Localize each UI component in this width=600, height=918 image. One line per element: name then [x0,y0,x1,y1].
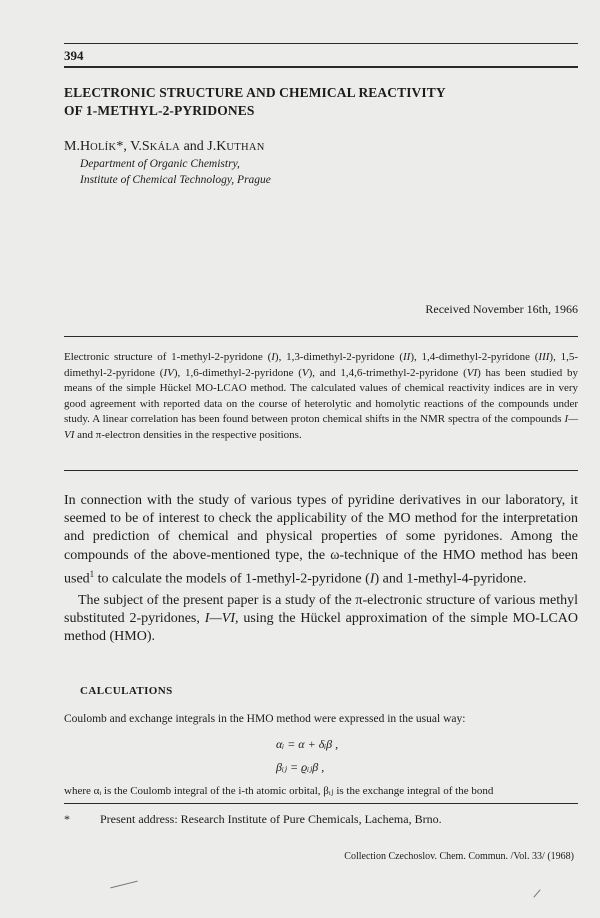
reference-superscript: 1 [89,568,95,579]
pencil-mark [533,889,540,897]
author-1-surname: OLÍK [90,142,117,153]
author-1-star: *, [116,139,131,154]
body-text-run: ) and 1-methyl-4-pyridone. [374,571,527,587]
body-text-run: to calculate the models of 1-methyl-2-pyridone ( [94,571,370,587]
abstract-text: ), 1,5-dimethyl-2-pyridone ( [64,351,579,379]
abstract-top-rule [64,336,578,337]
body-text-run: In connection with the study of various types of pyridine derivatives in our laboratory, it seemed to be of interest to check the applicability of the MO method for the interpretation and prediction of chemical and physical properties of some pyridones. Among the compounds of the above-mentioned type, the ω-technique of the HMO method has been used [64,493,578,587]
footnote [64,812,442,827]
affiliation [80,156,271,188]
abstract-text: ), and 1,4,6-trimethyl-2-pyridone ( [308,366,467,379]
author-3-surname: UTHAN [226,142,265,153]
compound-label: I—VI [64,413,578,441]
section-heading: CALCULATIONS [80,685,173,697]
body-text-run: The subject of the present paper is a study of the π-electronic structure of various methyl substituted 2-pyridones, [64,592,578,626]
abstract [64,350,578,443]
title-line-1: ELECTRONIC STRUCTURE AND CHEMICAL REACTIVITY [64,85,446,100]
compound-label: IV [163,366,174,379]
calculations-continuation: where αᵢ is the Coulomb integral of the i-th atomic orbital, βᵢⱼ is the exchange integral of the bond [64,785,494,797]
abstract-bottom-rule [64,470,578,471]
abstract-text: ), 1,4-dimethyl-2-pyridone ( [410,351,539,363]
author-3-initial: J.K [207,139,227,154]
calculations-intro: Coulomb and exchange integrals in the HMO method were expressed in the usual way: [64,713,466,725]
author-2-surname: KÁLA [149,142,181,153]
top-thin-rule [64,43,578,44]
abstract-text: and π-electron densities in the respective positions. [74,428,302,441]
journal-footer: Collection Czechoslov. Chem. Commun. /Vol. 33/ (1968) [344,851,574,862]
author-1-initial: M.H [64,139,91,154]
compound-label: III [538,351,550,363]
body-text [64,492,578,646]
compound-label: II [403,351,411,363]
abstract-text: ), 1,6-dimethyl-2-pyridone ( [173,366,302,379]
abstract-text: ) has been studied by means of the simple Hückel MO-LCAO method. The calculated values of chemical reactivity indices are in very good agreement with reported data on the course of heterolytic and homolytic reactions of the compounds under study. A linear correlation has been found between proton chemical shifts in the NMR spectra of the compounds [64,366,578,425]
paragraph-2 [64,592,578,647]
compound-label: I [271,351,275,363]
paragraph-1 [64,492,578,589]
abstract-text: ), 1,3-dimethyl-2-pyridone ( [274,351,403,363]
pencil-mark [110,881,137,889]
footnote-rule [64,803,578,804]
header-rule [64,66,578,68]
compound-label: I [369,571,375,587]
article-title [64,84,564,120]
received-date: Received November 16th, 1966 [425,302,578,316]
equation-coulomb: αᵢ = α + δᵢβ , [276,737,339,751]
affiliation-department: Department of Organic Chemistry, [80,158,240,170]
equation-exchange: βᵢⱼ = ϱᵢⱼβ , [276,760,325,774]
author-list [64,139,265,155]
compound-label: V [301,366,309,379]
abstract-text: Electronic structure of 1-methyl-2-pyridone ( [64,351,272,363]
affiliation-institute: Institute of Chemical Technology, Prague [80,174,271,186]
body-text-run: , using the Hückel approximation of the simple MO-LCAO method (HMO). [64,610,578,645]
title-line-2: OF 1-METHYL-2-PYRIDONES [64,103,255,118]
page-number: 394 [64,48,84,63]
compound-label: VI [466,366,478,379]
footnote-marker: * [64,812,70,826]
footnote-text: Present address: Research Institute of Pure Chemicals, Lachema, Brno. [100,812,442,826]
compound-label: I—VI [204,610,236,626]
author-and: and [180,139,208,154]
author-2-initial: V.S [130,139,150,154]
